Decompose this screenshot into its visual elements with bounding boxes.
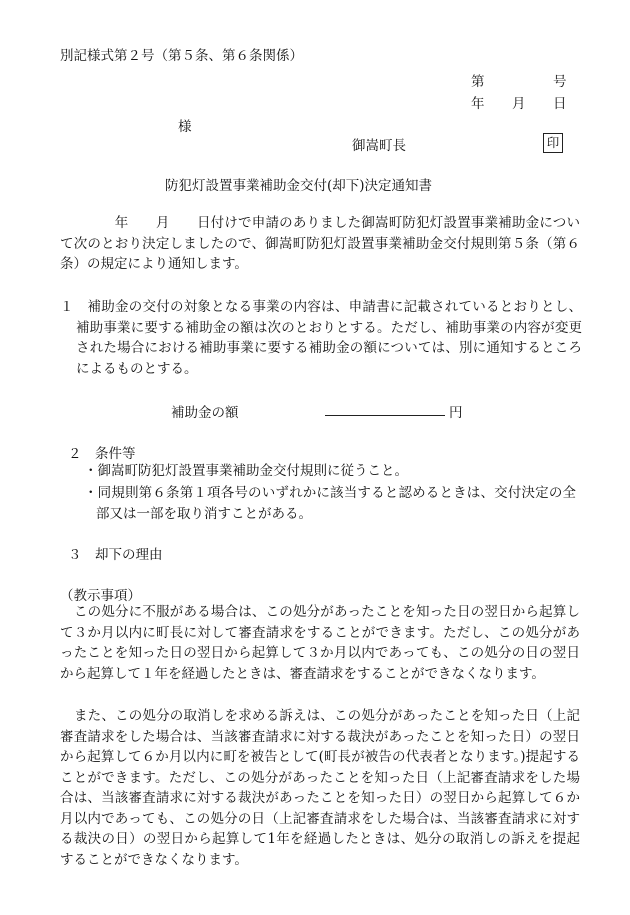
section-2-heading: ２ 条件等 [68,446,136,462]
section-2-bullet-1: ・御嵩町防犯灯設置事業補助金交付規則に従うこと。 [84,463,408,479]
notice-heading: （教示事項） [60,588,141,604]
date-day: 日 [553,96,567,112]
date-year: 年 [471,96,485,112]
section-2-bullet-2: ・同規則第６条第１項各号のいずれかに該当すると認めるときは、交付決定の全部又は一部を取り消すことがある。 [84,485,576,522]
amount-label: 補助金の額 [171,405,239,421]
section-3-heading: ３ 却下の理由 [68,547,163,563]
notice-paragraph-2: また、この処分の取消しを求める訴えは、この処分があったことを知った日（上記審査請求をした場合は、当該審査請求に対する裁決があったことを知った日）の翌日から起算して６か月以内に町を被告として(町長が被告の代表者となります。)提起することができます。ただし、この処分があったことを知った日（上記審査請求をした場合は、当該審査請求に対する裁決があったことを知った日）の翌日から起算して６か月以内であっても、この処分の日（上記審査請求をした場合は、当該審査請求に対する裁決の日）の翌日から起算して1年を経過したときは、処分の取消しの訴えを提起することができなくなります。 [60,708,580,868]
section-1-text: １ 補助金の交付の対象となる事業の内容は、申請書に記載されているとおりとし、補助事業に要する補助金の額は次のとおりとする。ただし、補助事業の内容が変更された場合における補助事業に要する補助金の額については、別に通知するところによるものとする。 [60,299,582,377]
document-number-suffix: 号 [553,74,567,90]
amount-unit: 円 [449,405,463,421]
amount-blank-line [325,414,445,416]
seal-mark: 印 [543,133,563,153]
form-header: 別記様式第２号（第５条、第６条関係） [60,48,303,64]
addressee-suffix: 様 [178,119,192,135]
document-number-prefix: 第 [471,74,485,90]
notice-paragraph-1: この処分に不服がある場合は、この処分があったことを知った日の翌日から起算して３か月以内に町長に対して審査請求をすることができます。ただし、この処分があったことを知った日の翌日から起算して３か月以内であっても、この処分の日の翌日から起算して１年を経過したときは、審査請求をすることができなくなります。 [60,604,580,682]
intro-paragraph: 年 月 日付けで申請のありました御嵩町防犯灯設置事業補助金について次のとおり決定しましたので、御嵩町防犯灯設置事業補助金交付規則第５条（第６条）の規定により通知します。 [60,215,580,272]
issuer-name: 御嵩町長 [352,138,406,154]
document-title: 防犯灯設置事業補助金交付(却下)決定通知書 [165,178,433,194]
date-month: 月 [512,96,526,112]
